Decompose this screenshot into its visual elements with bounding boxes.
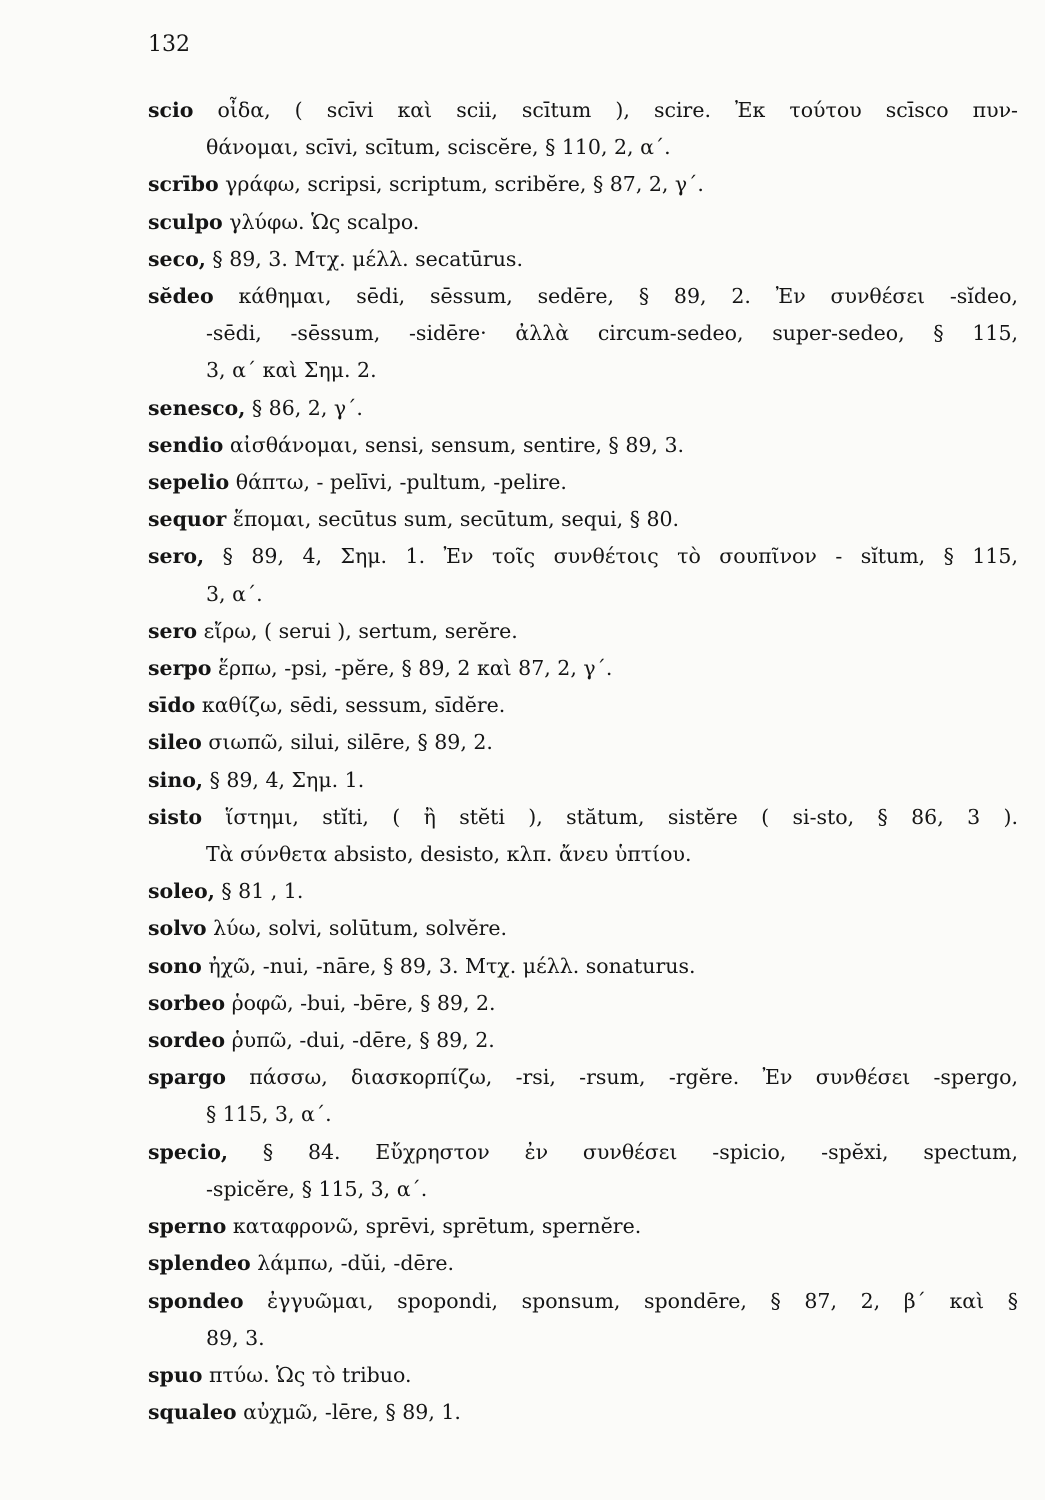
entry-definition: λύω, solvi, solūtum, solvĕre.: [213, 916, 508, 941]
entry-definition: πάσσω, διασκορπίζω, -rsi, -rsum, -rgĕre. Ἐν συνθέσει -spergo,: [249, 1065, 1018, 1090]
dictionary-entry: [148, 501, 1018, 538]
dictionary-entry: [148, 1022, 1018, 1059]
entry-first-line: [148, 910, 1018, 947]
entry-headword: squaleo: [148, 1400, 237, 1425]
page-number: 132: [148, 32, 190, 57]
dictionary-entry: [148, 762, 1018, 799]
entry-headword: spargo: [148, 1065, 226, 1090]
entry-continuation-line: § 115, 3, α΄.: [206, 1102, 332, 1127]
entry-headword: spuo: [148, 1362, 203, 1387]
entry-definition: εἴρω, ( serui ), sertum, serĕre.: [203, 618, 518, 643]
entry-headword: senesco,: [148, 395, 246, 420]
dictionary-entry: [148, 390, 1018, 427]
dictionary-entry: [148, 1208, 1018, 1245]
entry-first-line: [148, 1283, 1018, 1320]
entry-first-line: [148, 724, 1018, 761]
dictionary-entry: [148, 1245, 1018, 1282]
entry-continuation-line: -spicĕre, § 115, 3, α΄.: [206, 1176, 428, 1201]
entry-first-line: [148, 390, 1018, 427]
entry-headword: sordeo: [148, 1028, 226, 1053]
entry-first-line: [148, 762, 1018, 799]
entry-continuation-line: 3, α΄.: [206, 581, 263, 606]
entry-definition: ἵστημι, stĭti, ( ἢ stĕti ), stătum, sistĕre ( si-sto, § 86, 3 ).: [225, 804, 1018, 829]
entry-definition: ἐγγυῶμαι, spopondi, sponsum, spondēre, § 87, 2, β΄ καὶ §: [267, 1288, 1018, 1313]
entry-definition: θάπτω, - pelīvi, -pultum, -pelire.: [235, 470, 567, 495]
entry-first-line: [148, 687, 1018, 724]
dictionary-entry: [148, 166, 1018, 203]
dictionary-entry: [148, 278, 1018, 390]
entry-headword: sperno: [148, 1214, 227, 1239]
dictionary-entry: [148, 1394, 1018, 1431]
entry-first-line: [148, 650, 1018, 687]
entry-headword: scrībo: [148, 172, 219, 197]
dictionary-entry: [148, 92, 1018, 166]
dictionary-entry: [148, 1059, 1018, 1133]
entry-headword: sono: [148, 953, 202, 978]
dictionary-entries: [148, 92, 1018, 1431]
entry-headword: sīdo: [148, 693, 196, 718]
entry-definition: γράφω, scripsi, scriptum, scribĕre, § 87, 2, γ΄.: [225, 172, 704, 197]
entry-definition: ῥυπῶ, -dui, -dēre, § 89, 2.: [231, 1028, 495, 1053]
entry-definition: § 89, 4, Σημ. 1.: [209, 767, 365, 792]
entry-first-line: [148, 1394, 1018, 1431]
dictionary-entry: [148, 538, 1018, 612]
entry-first-line: [148, 427, 1018, 464]
entry-headword: sero: [148, 618, 198, 643]
entry-first-line: [148, 538, 1018, 575]
entry-continuation-line: θάνομαι, scīvi, scītum, sciscĕre, § 110, 2, α΄.: [206, 135, 671, 160]
entry-first-line: [148, 166, 1018, 203]
entry-first-line: [148, 799, 1018, 836]
entry-definition: § 81 , 1.: [221, 879, 304, 904]
entry-headword: scio: [148, 98, 194, 122]
entry-definition: ἠχῶ, -nui, -nāre, § 89, 3. Μτχ. μέλλ. sonaturus.: [208, 953, 696, 978]
entry-first-line: [148, 92, 1018, 129]
entry-headword: sequor: [148, 507, 227, 532]
entry-continuation-line: 3, α΄ καὶ Σημ. 2.: [206, 358, 377, 383]
entry-first-line: [148, 1059, 1018, 1096]
dictionary-entry: [148, 1134, 1018, 1208]
dictionary-entry: [148, 204, 1018, 241]
dictionary-entry: [148, 650, 1018, 687]
entry-headword: solvo: [148, 916, 207, 941]
entry-definition: πτύω. Ὡς τὸ tribuo.: [208, 1362, 412, 1387]
dictionary-entry: [148, 613, 1018, 650]
entry-definition: ῥοφῶ, -bui, -bēre, § 89, 2.: [231, 990, 496, 1015]
entry-definition: γλύφω. Ὡς scalpo.: [229, 209, 420, 234]
entry-headword: spondeo: [148, 1288, 244, 1313]
entry-headword: splendeo: [148, 1251, 251, 1276]
entry-definition: σιωπῶ, silui, silēre, § 89, 2.: [208, 730, 493, 755]
entry-first-line: [148, 204, 1018, 241]
entry-definition: λάμπω, -dŭi, -dēre.: [257, 1251, 455, 1276]
entry-definition: § 89, 3. Μτχ. μέλλ. secatūrus.: [212, 246, 523, 271]
entry-definition: καταφρονῶ, sprēvi, sprētum, spernĕre.: [232, 1214, 642, 1239]
entry-continuation-line: Τὰ σύνθετα absisto, desisto, κλπ. ἄνευ ὑπτίου.: [206, 842, 692, 867]
entry-headword: soleo,: [148, 879, 215, 904]
entry-headword: sorbeo: [148, 990, 226, 1015]
dictionary-entry: [148, 948, 1018, 985]
dictionary-entry: [148, 687, 1018, 724]
entry-definition: οἶδα, ( scīvi καὶ scii, scītum ), scire. Ἐκ τούτου scīsco πυν-: [217, 98, 1018, 122]
entry-headword: sendio: [148, 432, 224, 457]
entry-first-line: [148, 464, 1018, 501]
entry-headword: sisto: [148, 804, 203, 829]
dictionary-entry: [148, 427, 1018, 464]
entry-continuation-line: -sēdi, -sēssum, -sidēre· ἀλλὰ circum-sedeo, super-sedeo, § 115,: [206, 321, 1018, 346]
entry-definition: ἕπομαι, secūtus sum, secūtum, sequi, § 80.: [232, 507, 680, 532]
entry-definition: καθίζω, sēdi, sessum, sīdĕre.: [201, 693, 506, 718]
entry-headword: sileo: [148, 730, 202, 755]
entry-first-line: [148, 278, 1018, 315]
dictionary-entry: [148, 873, 1018, 910]
entry-definition: κάθημαι, sēdi, sēssum, sedēre, § 89, 2. Ἐν συνθέσει -sĭdeo,: [238, 284, 1018, 309]
dictionary-entry: [148, 1283, 1018, 1357]
dictionary-entry: [148, 464, 1018, 501]
entry-first-line: [148, 873, 1018, 910]
entry-first-line: [148, 1245, 1018, 1282]
entry-headword: seco,: [148, 246, 206, 271]
dictionary-entry: [148, 985, 1018, 1022]
entry-first-line: [148, 241, 1018, 278]
entry-first-line: [148, 501, 1018, 538]
entry-headword: sĕdeo: [148, 284, 214, 309]
dictionary-entry: [148, 910, 1018, 947]
entry-headword: sino,: [148, 767, 204, 792]
entry-definition: § 89, 4, Σημ. 1. Ἐν τοῖς συνθέτοις τὸ σουπῖνον - sĭtum, § 115,: [222, 544, 1018, 569]
entry-continuation-line: 89, 3.: [206, 1325, 265, 1350]
entry-first-line: [148, 1208, 1018, 1245]
entry-first-line: [148, 985, 1018, 1022]
entry-headword: specio,: [148, 1139, 228, 1164]
entry-first-line: [148, 948, 1018, 985]
dictionary-entry: [148, 799, 1018, 873]
entry-definition: αἰσθάνομαι, sensi, sensum, sentire, § 89, 3.: [229, 432, 685, 457]
dictionary-entry: [148, 724, 1018, 761]
entry-definition: αὐχμῶ, -lēre, § 89, 1.: [243, 1400, 461, 1425]
entry-headword: sero,: [148, 544, 205, 569]
entry-first-line: [148, 1134, 1018, 1171]
entry-definition: § 86, 2, γ΄.: [251, 395, 363, 420]
entry-first-line: [148, 1022, 1018, 1059]
dictionary-entry: [148, 1357, 1018, 1394]
entry-first-line: [148, 1357, 1018, 1394]
entry-first-line: [148, 613, 1018, 650]
entry-definition: ἕρπω, -psi, -pĕre, § 89, 2 καὶ 87, 2, γ΄.: [217, 656, 613, 681]
dictionary-entry: [148, 241, 1018, 278]
entry-headword: serpo: [148, 656, 212, 681]
entry-definition: § 84. Εὔχρηστον ἐν συνθέσει -spicio, -spĕxi, spectum,: [262, 1139, 1018, 1164]
entry-headword: sepelio: [148, 470, 230, 495]
entry-headword: sculpo: [148, 209, 223, 234]
